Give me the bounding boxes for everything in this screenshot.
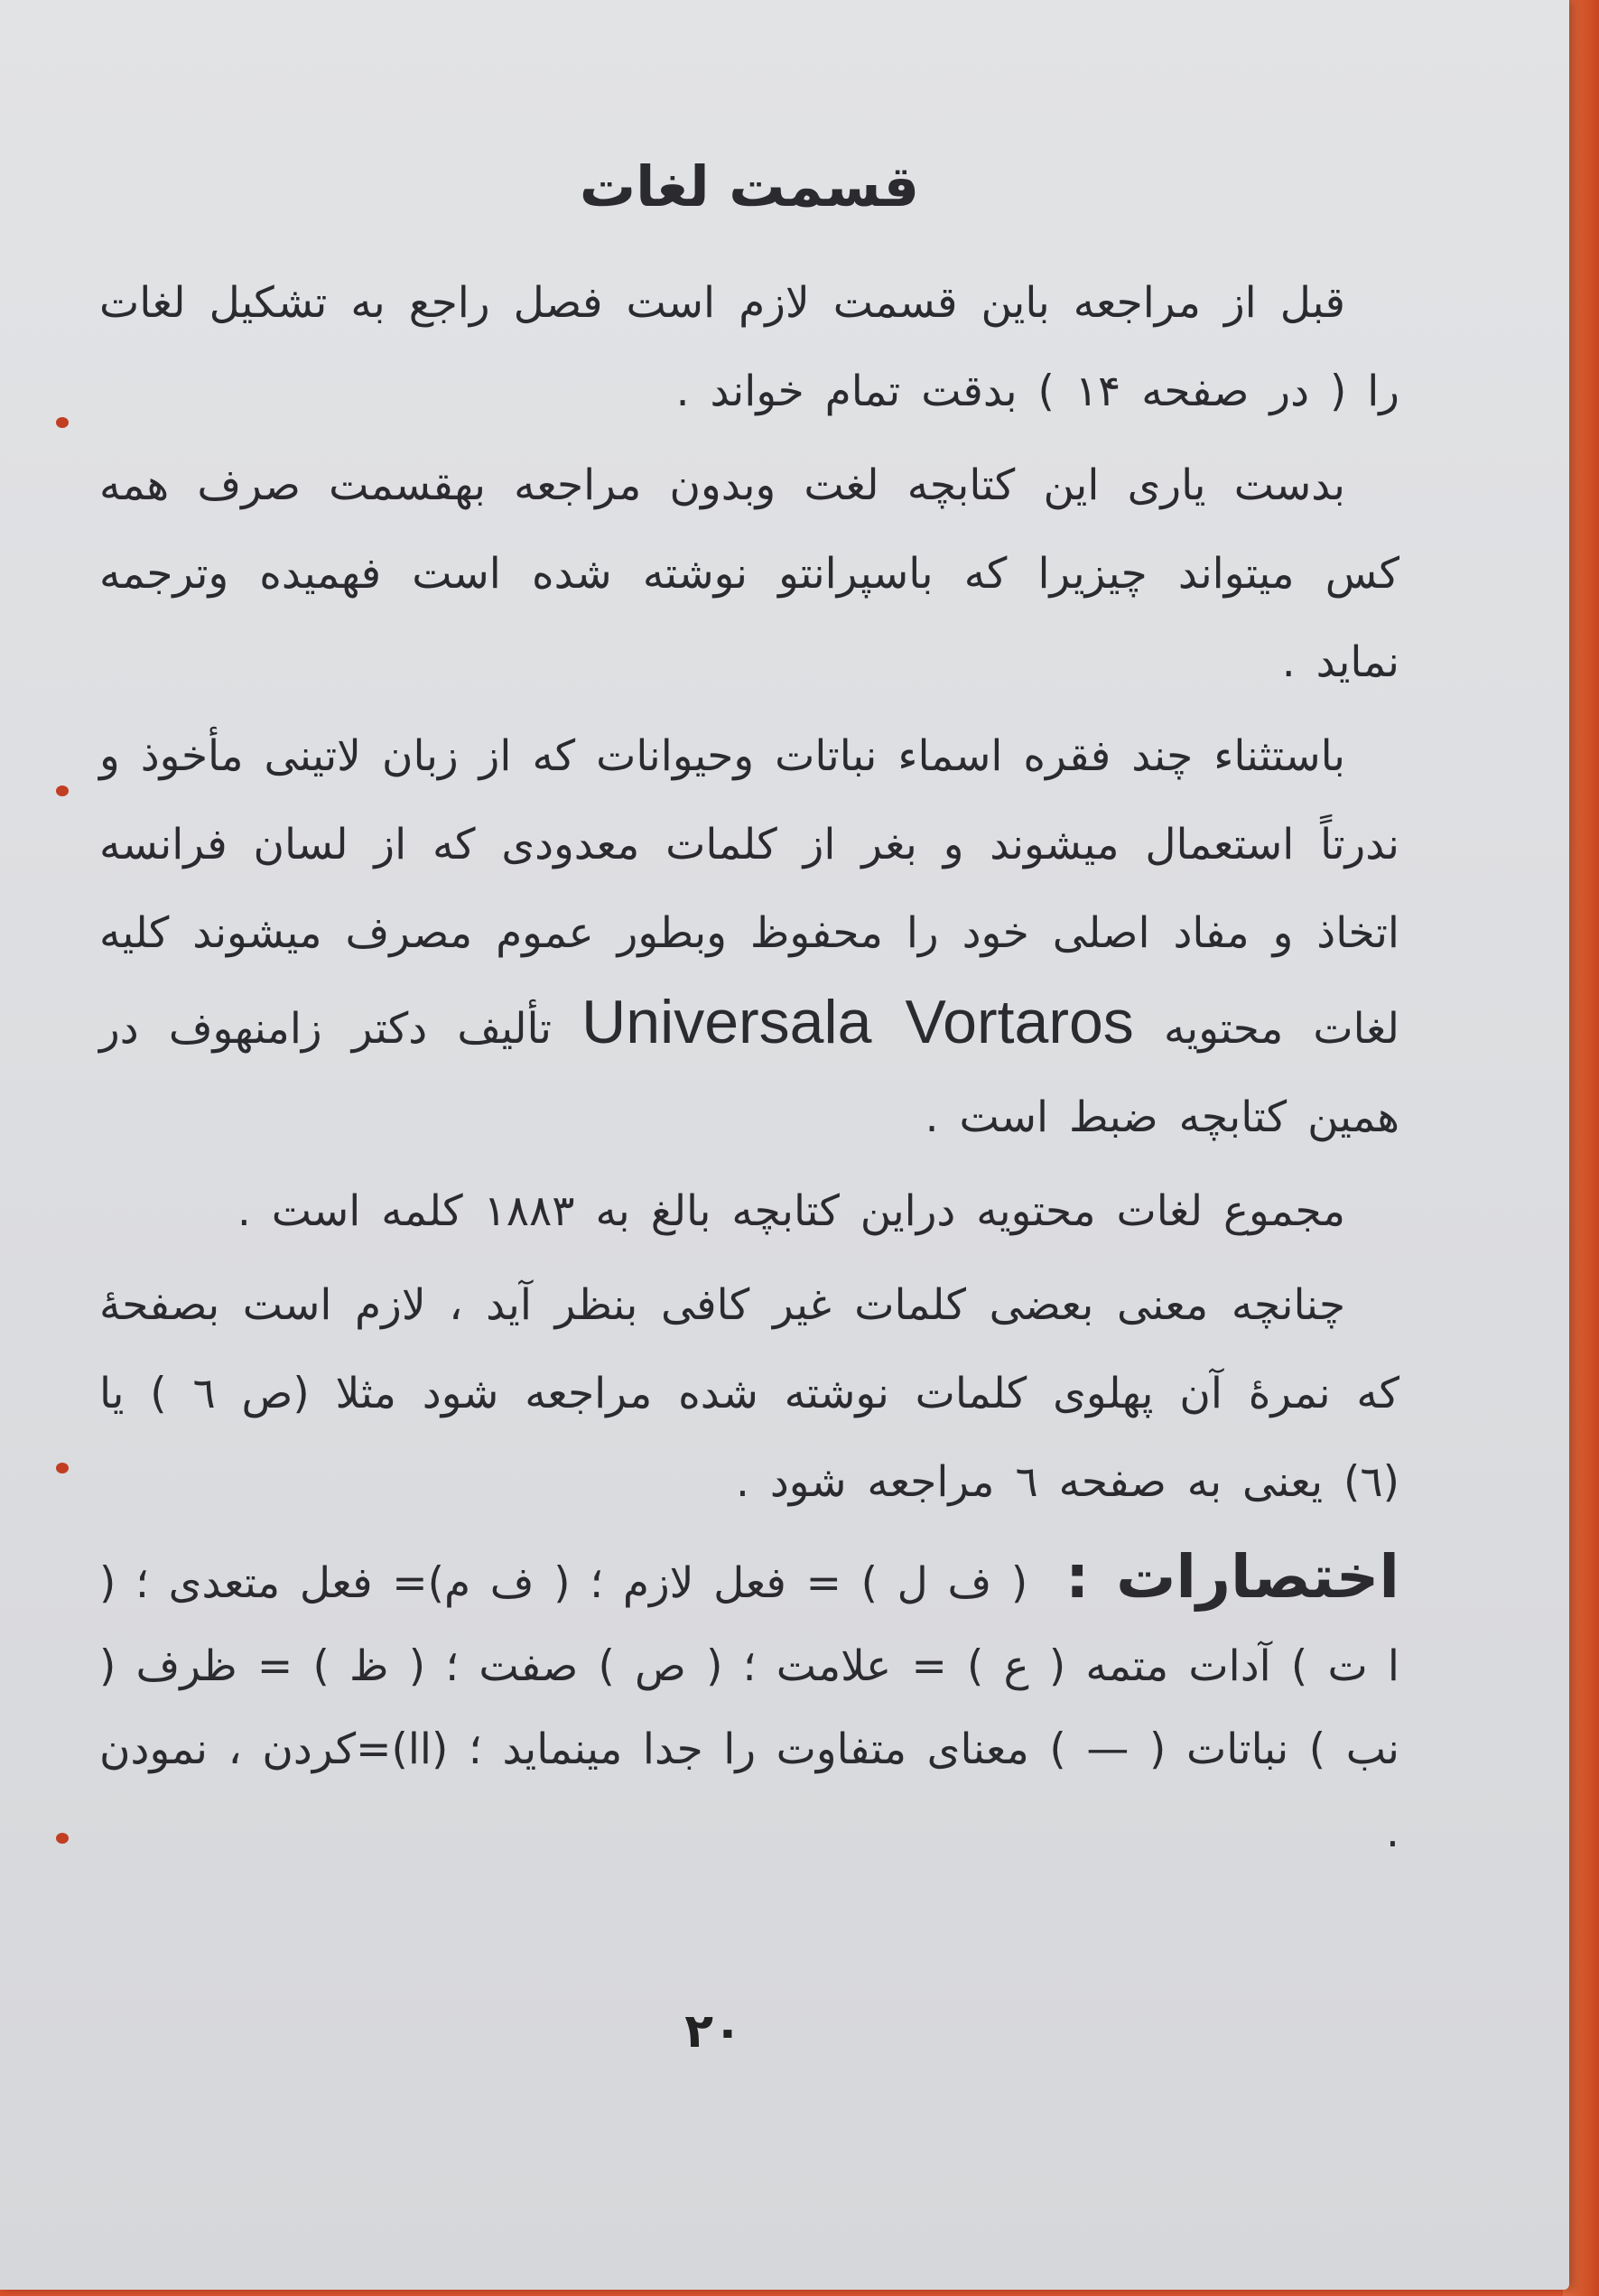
abbreviations-section bbox=[99, 1536, 1399, 1874]
binding-hole bbox=[56, 1833, 69, 1844]
binding-hole bbox=[56, 417, 69, 428]
page-number: ۲۰ bbox=[684, 2004, 742, 2059]
abbreviations-list: ( ف ل ) = فعل لازم ؛ ( ف م)= فعل متعدی ؛ ( ا ت ) آدات متمه ( ع ) = علامت ؛ ( ص ) صفت ؛ ( ظ ) = ظرف ( نب ) نباتات ( — ) معنای متفاوت را جدا مینماید ؛ (اا)=کردن ، نمودن . bbox=[99, 1558, 1399, 1857]
paragraph-exceptions bbox=[99, 712, 1399, 1162]
exceptions-text-end: تألیف دکتر زامنهوف در همین کتابچه ضبط است . bbox=[99, 1004, 1399, 1142]
page-title: قسمت لغات bbox=[579, 153, 920, 219]
paragraph-meaning: چنانچه معنی بعضی کلمات غیر کافی بنظر آید ، لازم است بصفحهٔ که نمرهٔ آن پهلوی کلمات نوشته شده مراجعه شود مثلا (ص ٦ ) یا (٦) یعنی به صفحه ٦ مراجعه شود . bbox=[99, 1280, 1400, 1507]
paragraph-usage: بدست یاری این کتابچه لغت وبدون مراجعه بهقسمت صرف همه کس میتواند چیزیرا که باسپرانتو نوشته شده است فهمیده وترجمه نماید . bbox=[99, 460, 1399, 687]
abbreviations-heading: اختصارات : bbox=[1064, 1542, 1399, 1612]
binding-hole bbox=[56, 1463, 69, 1473]
paragraph-word-count: مجموع لغات محتویه دراین کتابچه بالغ به ۱۸۸۳ کلمه است . bbox=[237, 1186, 1345, 1236]
paragraph-intro: قبل از مراجعه باین قسمت لازم است فصل راجع به تشکیل لغات را ( در صفحه ۱۴ ) بدقت تمام خواند . bbox=[99, 278, 1399, 416]
exceptions-text: باستثناء چند فقره اسماء نباتات وحیوانات که از زبان لاتینی مأخوذ و ندرتاً استعمال میشوند و بغر از کلمات معدودی که از لسان فرانسه اتخاذ و مفاد اصلی خود را محفوظ وبطور عموم مصرف میشوند کلیه لغات محتویه bbox=[99, 731, 1399, 1054]
book-title-latin: Universala Vortaros bbox=[581, 988, 1134, 1056]
binding-hole bbox=[56, 785, 69, 796]
page-content bbox=[99, 153, 1399, 1874]
